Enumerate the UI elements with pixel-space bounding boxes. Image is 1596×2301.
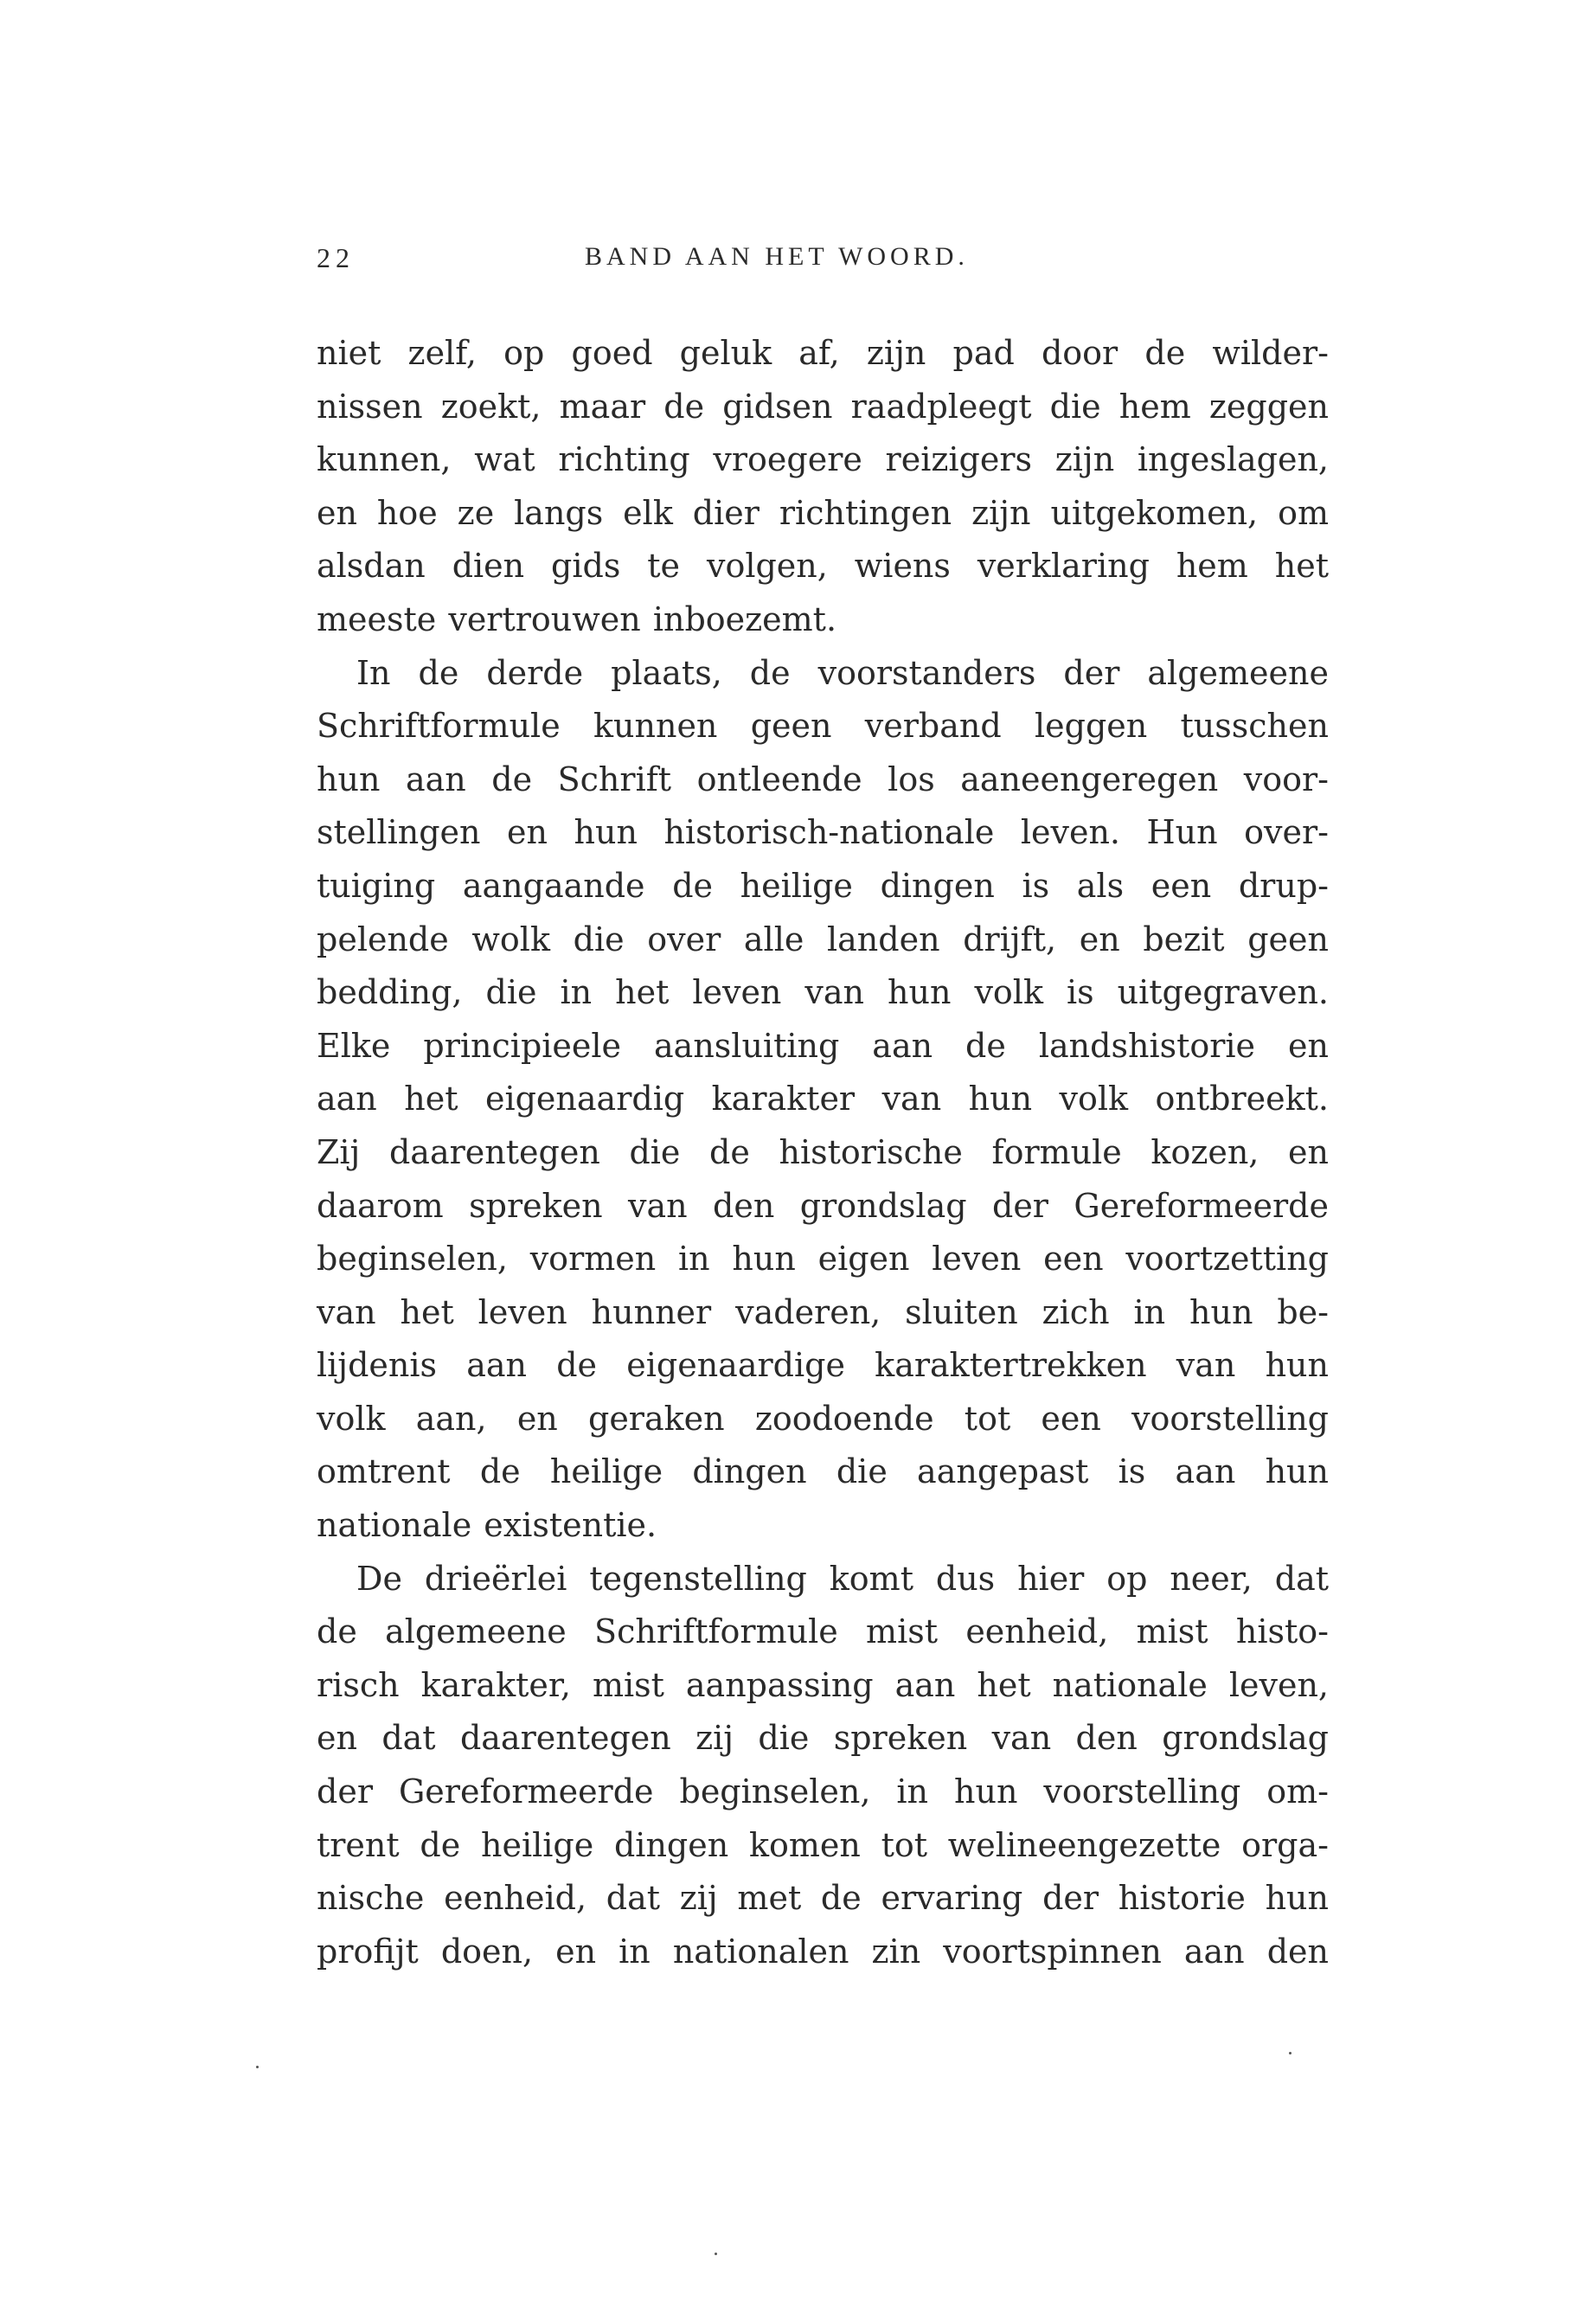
text-line: niet zelf, op goed geluk af, zijn pad door de wilder- bbox=[317, 334, 1329, 372]
text-line: Zij daarentegen die de historische formule kozen, en bbox=[317, 1132, 1329, 1171]
text-line: nissen zoekt, maar de gidsen raadpleegt die hem zeggen bbox=[317, 387, 1329, 426]
text-line: hun aan de Schrift ontleende los aaneengeregen voor- bbox=[317, 760, 1329, 798]
text-line: pelende wolk die over alle landen drijft, en bezit geen bbox=[317, 920, 1329, 958]
running-title: BAND AAN HET WOORD. bbox=[585, 242, 969, 271]
running-head bbox=[317, 242, 1329, 285]
print-speck bbox=[1289, 2052, 1292, 2054]
text-line: kunnen, wat richting vroegere reizigers zijn ingeslagen, bbox=[317, 440, 1329, 479]
text-line: en dat daarentegen zij die spreken van den grondslag bbox=[317, 1719, 1329, 1758]
text-line: stellingen en hun historisch-nationale leven. Hun over- bbox=[317, 813, 1329, 852]
text-line: de algemeene Schriftformule mist eenheid, mist histo- bbox=[317, 1612, 1329, 1651]
text-line: van het leven hunner vaderen, sluiten zich in hun be- bbox=[317, 1292, 1329, 1331]
text-line: omtrent de heilige dingen die aangepast is aan hun bbox=[317, 1452, 1329, 1491]
paragraph-start-line: De drieërlei tegenstelling komt dus hier op neer, dat bbox=[356, 1559, 1329, 1598]
text-line: Elke principieele aansluiting aan de landshistorie en bbox=[317, 1026, 1329, 1065]
page-number: 22 bbox=[317, 242, 355, 273]
text-line: der Gereformeerde beginselen, in hun voorstelling om- bbox=[317, 1772, 1329, 1811]
text-line: en hoe ze langs elk dier richtingen zijn uitgekomen, om bbox=[317, 493, 1329, 532]
text-line: nationale existentie. bbox=[317, 1506, 657, 1545]
body-text bbox=[317, 327, 1329, 1978]
text-line: alsdan dien gids te volgen, wiens verklaring hem het bbox=[317, 547, 1329, 586]
print-speck bbox=[715, 2253, 717, 2255]
text-line: risch karakter, mist aanpassing aan het nationale leven, bbox=[317, 1665, 1329, 1704]
text-line: daarom spreken van den grondslag der Gereformeerde bbox=[317, 1186, 1329, 1225]
text-line: Schriftformule kunnen geen verband leggen tusschen bbox=[317, 707, 1329, 746]
text-line: aan het eigenaardig karakter van hun volk ontbreekt. bbox=[317, 1080, 1329, 1118]
text-line: lijdenis aan de eigenaardige karaktertrekken van hun bbox=[317, 1346, 1329, 1385]
text-line: nische eenheid, dat zij met de ervaring der historie hun bbox=[317, 1879, 1329, 1918]
paragraph-start-line: In de derde plaats, de voorstanders der algemeene bbox=[356, 653, 1329, 692]
text-line: beginselen, vormen in hun eigen leven een voortzetting bbox=[317, 1240, 1329, 1279]
text-line: bedding, die in het leven van hun volk is uitgegraven. bbox=[317, 973, 1329, 1012]
print-speck bbox=[256, 2066, 259, 2068]
text-line: profijt doen, en in nationalen zin voortspinnen aan den bbox=[317, 1932, 1329, 1971]
text-line: tuiging aangaande de heilige dingen is als een drup- bbox=[317, 866, 1329, 905]
text-line: meeste vertrouwen inboezemt. bbox=[317, 599, 837, 638]
text-line: volk aan, en geraken zoodoende tot een voorstelling bbox=[317, 1399, 1329, 1438]
text-line: trent de heilige dingen komen tot welineengezette orga- bbox=[317, 1825, 1329, 1864]
